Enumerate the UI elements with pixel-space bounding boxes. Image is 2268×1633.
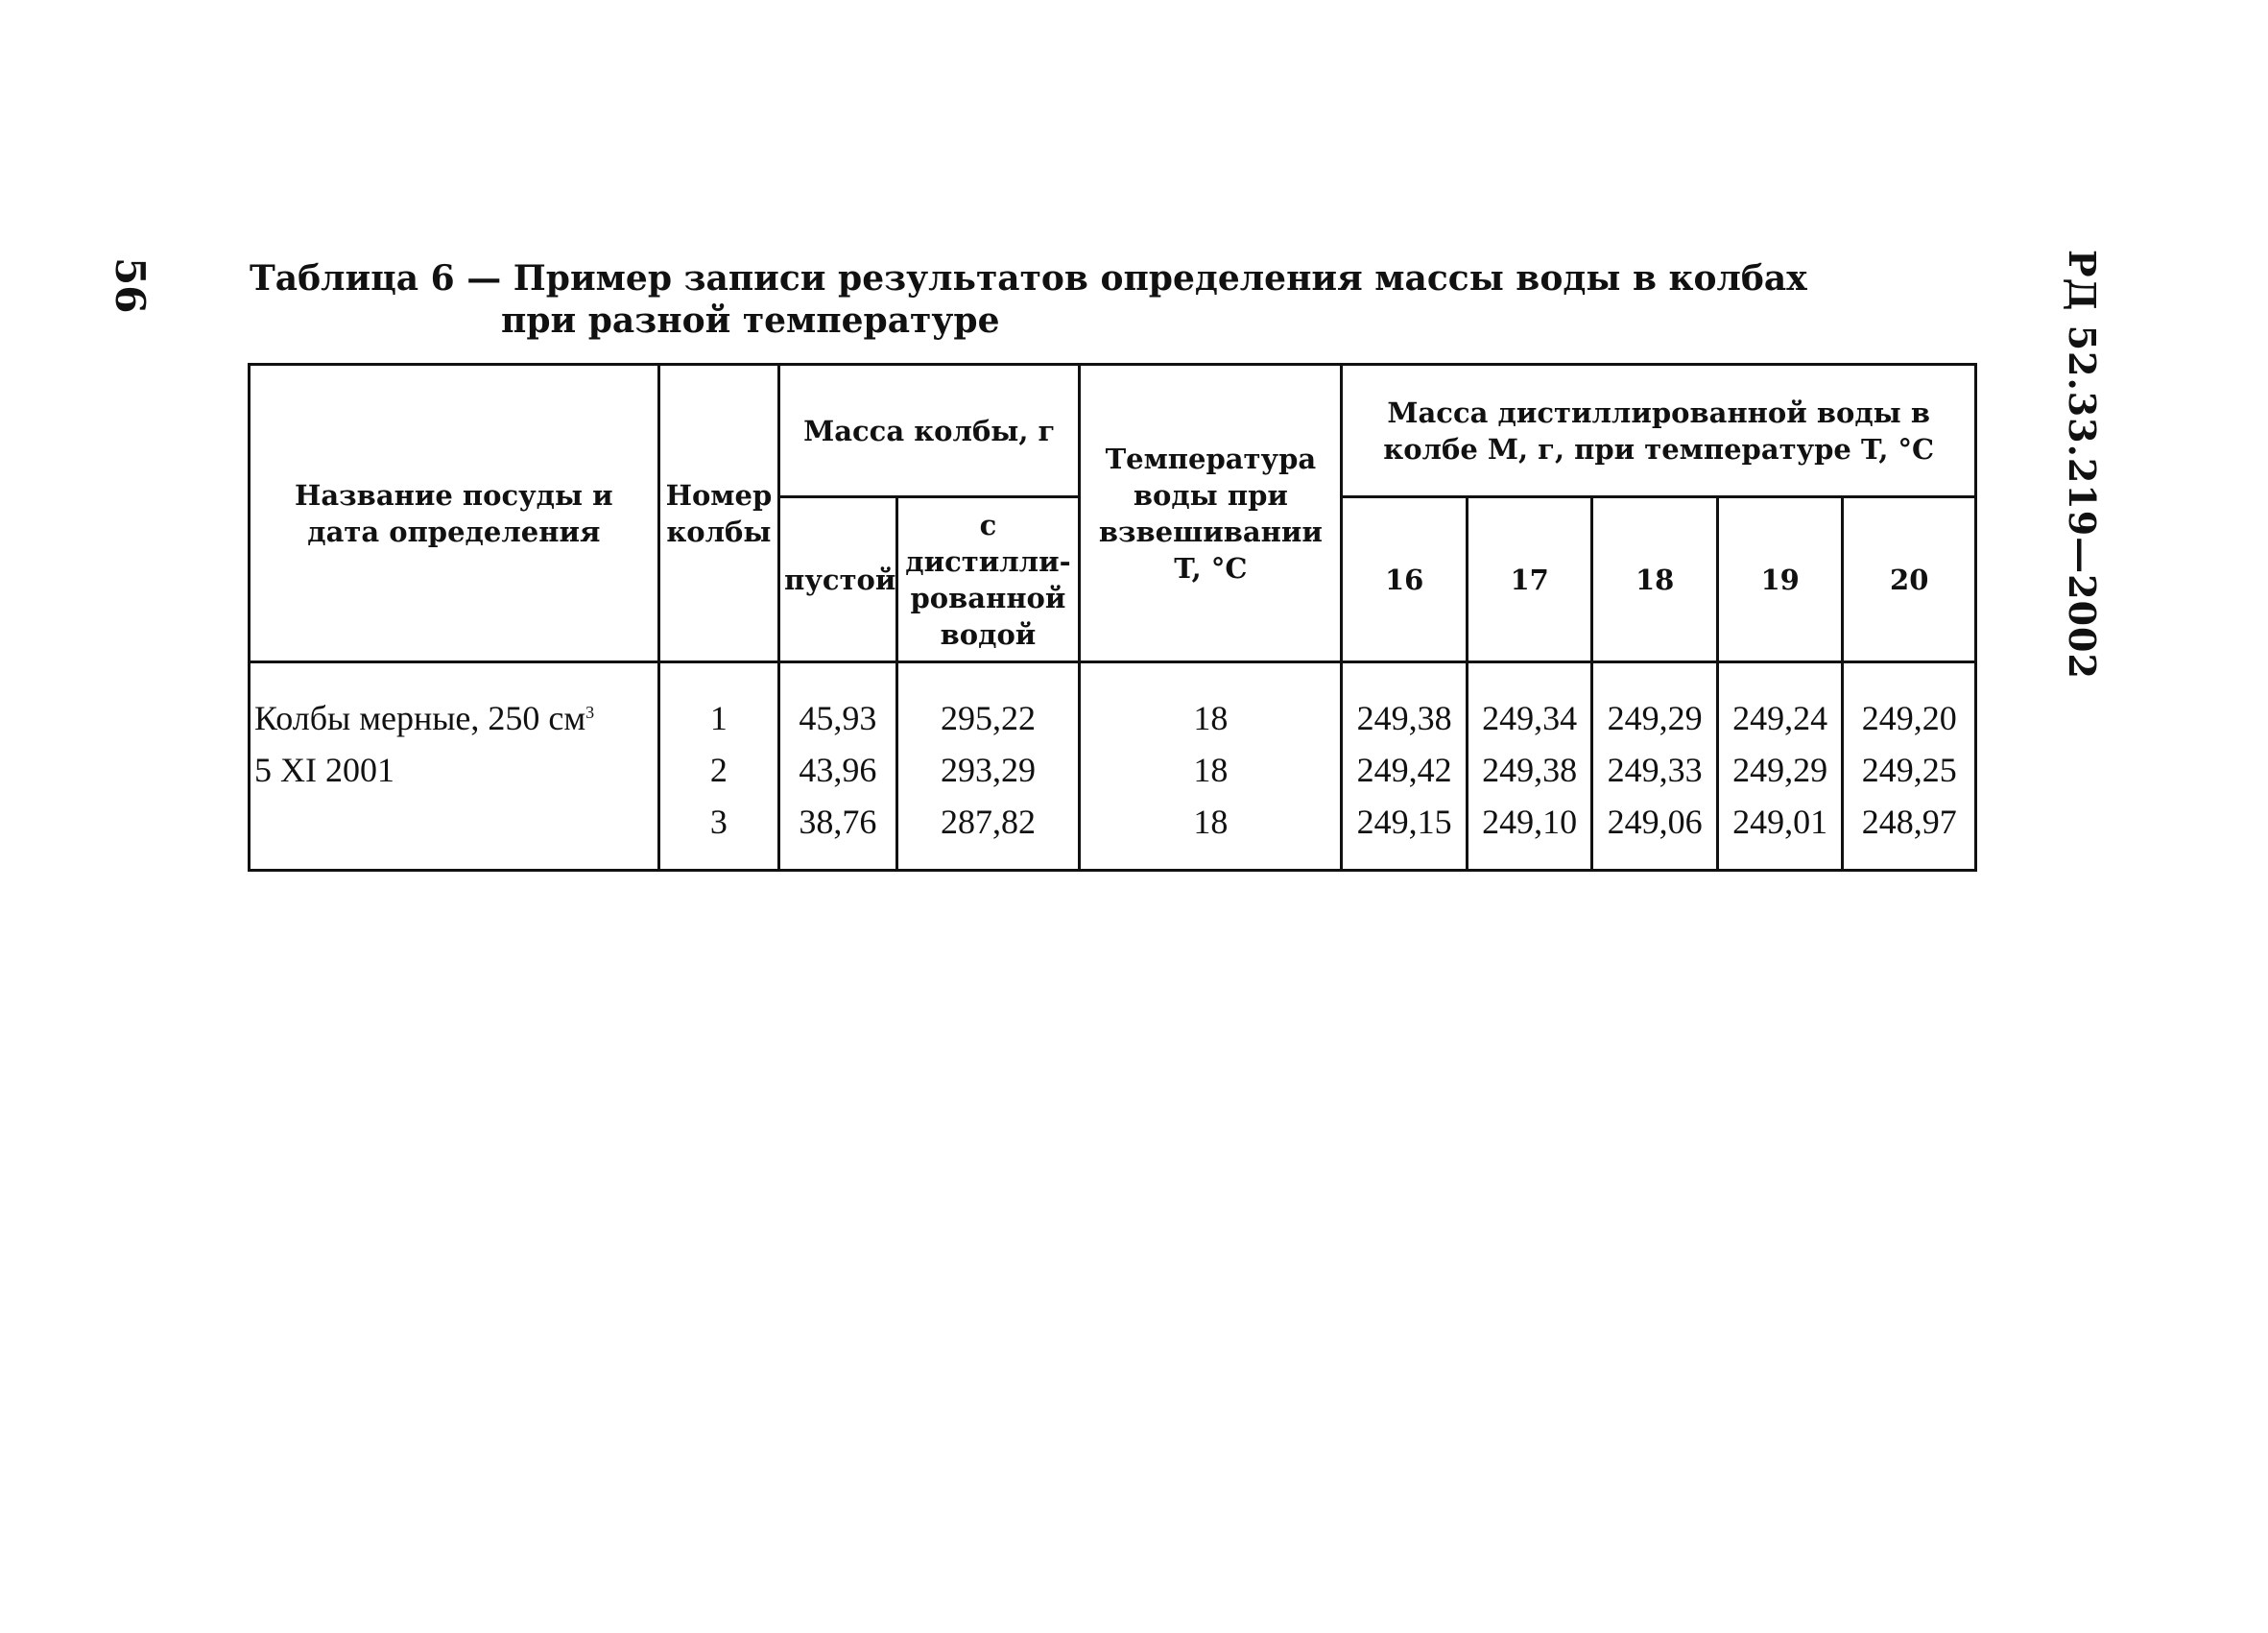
- temperature-cell: 18: [1080, 796, 1342, 871]
- mass-17-cell: 249,10: [1467, 796, 1592, 871]
- mass-19-cell: 249,24: [1717, 662, 1843, 745]
- header-temp-20: 20: [1843, 497, 1976, 662]
- unit-superscript: 3: [585, 703, 595, 722]
- with-water-mass-cell: 293,29: [896, 744, 1080, 796]
- vessel-name: Колбы мерные, 250 см: [254, 699, 586, 737]
- header-vessel-name: Название посуды и дата определения: [250, 365, 659, 662]
- header-temp-19: 19: [1717, 497, 1843, 662]
- with-water-mass-cell: 287,82: [896, 796, 1080, 871]
- header-flask-number: Номер колбы: [658, 365, 778, 662]
- caption-line-1: Таблица 6 — Пример записи результатов определения массы воды в колбах: [250, 258, 1807, 299]
- mass-20-cell: 249,25: [1843, 744, 1976, 796]
- header-distilled-water-mass: Масса дистиллированной воды в колбе M, г, при температуре T, °C: [1342, 365, 1976, 497]
- mass-18-cell: 249,06: [1592, 796, 1718, 871]
- vessel-date-cell: 5 XI 2001: [250, 744, 659, 796]
- header-empty: пустой: [779, 497, 896, 662]
- page-number: 56: [107, 257, 154, 314]
- mass-16-cell: 249,42: [1342, 744, 1468, 796]
- mass-20-cell: 249,20: [1843, 662, 1976, 745]
- mass-17-cell: 249,34: [1467, 662, 1592, 745]
- header-temp-16: 16: [1342, 497, 1468, 662]
- caption-line-2: при разной температуре: [501, 300, 1000, 341]
- mass-20-cell: 248,97: [1843, 796, 1976, 871]
- empty-mass-cell: 38,76: [779, 796, 896, 871]
- empty-mass-cell: 45,93: [779, 662, 896, 745]
- vessel-name-cell: [250, 662, 659, 745]
- header-temperature: Температура воды при взвешивании T, °C: [1080, 365, 1342, 662]
- header-temp-18: 18: [1592, 497, 1718, 662]
- header-with-water: с дистилли-рованной водой: [896, 497, 1080, 662]
- mass-17-cell: 249,38: [1467, 744, 1592, 796]
- empty-mass-cell: 43,96: [779, 744, 896, 796]
- table-row: [250, 744, 1976, 796]
- flask-number-cell: 3: [658, 796, 778, 871]
- vessel-empty-cell: [250, 796, 659, 871]
- mass-16-cell: 249,38: [1342, 662, 1468, 745]
- results-table: [248, 363, 1977, 872]
- flask-number-cell: 1: [658, 662, 778, 745]
- document-code: РД 52.33.219—2002: [2061, 250, 2104, 680]
- mass-19-cell: 249,01: [1717, 796, 1843, 871]
- table-row: [250, 662, 1976, 745]
- temperature-cell: 18: [1080, 662, 1342, 745]
- header-temp-17: 17: [1467, 497, 1592, 662]
- with-water-mass-cell: 295,22: [896, 662, 1080, 745]
- table-caption: [250, 257, 1807, 342]
- header-flask-mass: Масса колбы, г: [779, 365, 1080, 497]
- mass-19-cell: 249,29: [1717, 744, 1843, 796]
- flask-number-cell: 2: [658, 744, 778, 796]
- mass-16-cell: 249,15: [1342, 796, 1468, 871]
- table-row: [250, 796, 1976, 871]
- temperature-cell: 18: [1080, 744, 1342, 796]
- mass-18-cell: 249,29: [1592, 662, 1718, 745]
- mass-18-cell: 249,33: [1592, 744, 1718, 796]
